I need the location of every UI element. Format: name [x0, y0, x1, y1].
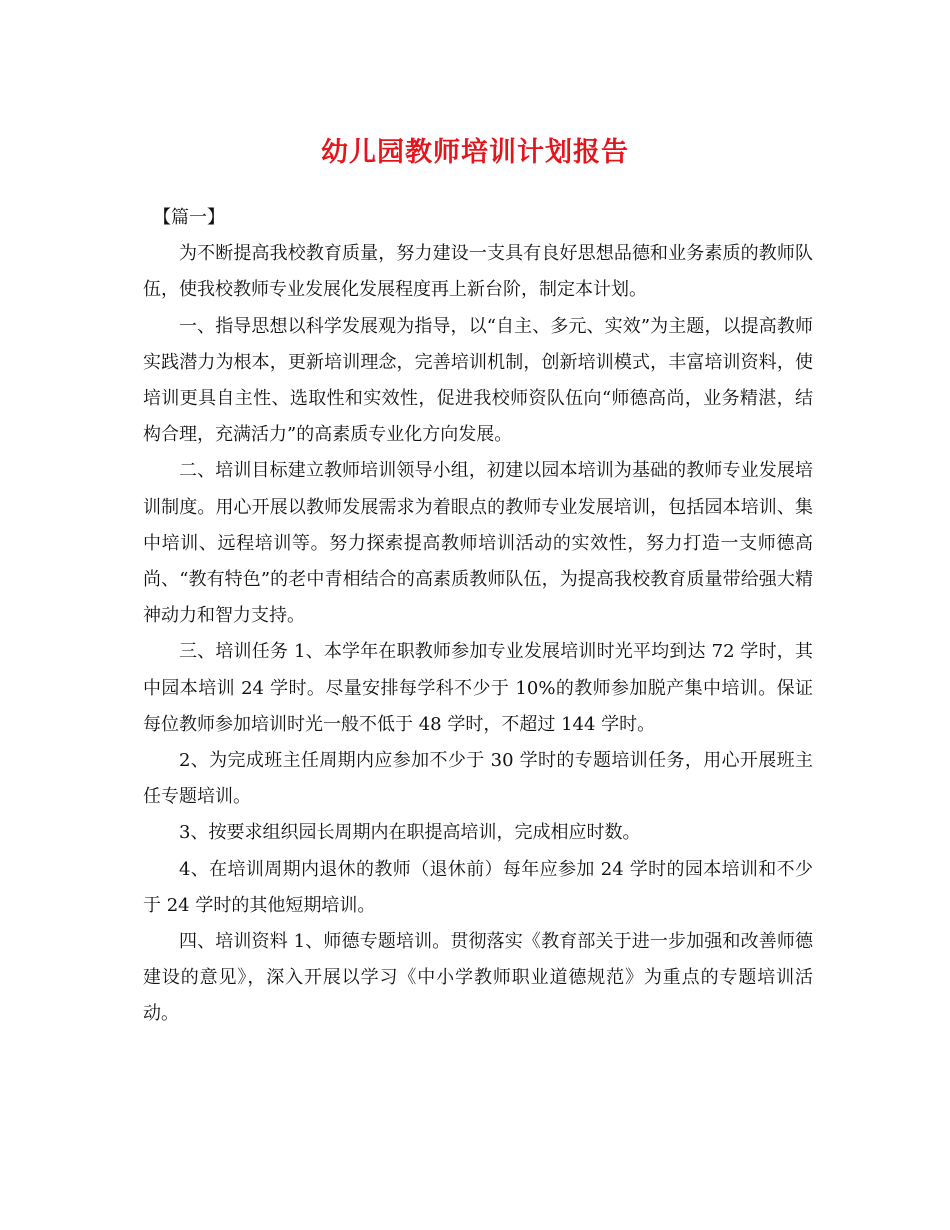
paragraph-training-materials: 四、培训资料 1、师德专题培训。贯彻落实《教育部关于进一步加强和改善师德建设的意见》，深入开展以学习《中小学教师职业道德规范》为重点的专题培训活动。 — [143, 931, 813, 1025]
document-title: 幼儿园教师培训计划报告 — [321, 137, 629, 168]
paragraph-task-2: 2、为完成班主任周期内应参加不少于 30 学时的专题培训任务，用心开展班主任专题培训。 — [143, 750, 813, 808]
paragraph-task-4: 4、在培训周期内退休的教师（退休前）每年应参加 24 学时的园本培训和不少于 24 学时的其他短期培训。 — [143, 858, 813, 916]
paragraph-task-3: 3、按要求组织园长周期内在职提高培训，完成相应时数。 — [179, 822, 641, 844]
paragraph-guiding-ideology: 一、指导思想以科学发展观为指导，以“自主、多元、实效”为主题，以提高教师实践潜力为根本，更新培训理念，完善培训机制，创新培训模式，丰富培训资料，使培训更具自主性、选取性和实效性，促进我校师资队伍向“师德高尚，业务精湛，结构合理，充满活力”的高素质专业化方向发展。 — [143, 315, 813, 446]
paragraph-training-goals: 二、培训目标建立教师培训领导小组，初建以园本培训为基础的教师专业发展培训制度。用心开展以教师发展需求为着眼点的教师专业发展培训，包括园本培训、集中培训、远程培训等。努力探索提高教师培训活动的实效性，努力打造一支师德高尚、“教有特色”的老中青相结合的高素质教师队伍，为提高我校教育质量带给强大精神动力和智力支持。 — [143, 460, 813, 627]
paragraph-intro: 为不断提高我校教育质量，努力建设一支具有良好思想品德和业务素质的教师队伍，使我校教师专业发展化发展程度再上新台阶，制定本计划。 — [143, 243, 813, 301]
document-body — [143, 200, 813, 1033]
paragraph-training-tasks: 三、培训任务 1、本学年在职教师参加专业发展培训时光平均到达 72 学时，其中园本培训 24 学时。尽量安排每学科不少于 10%的教师参加脱产集中培训。保证每位教师参加培训时光一般不低于 48 学时，不超过 144 学时。 — [143, 641, 813, 735]
section-label: 【篇一】 — [153, 207, 225, 228]
